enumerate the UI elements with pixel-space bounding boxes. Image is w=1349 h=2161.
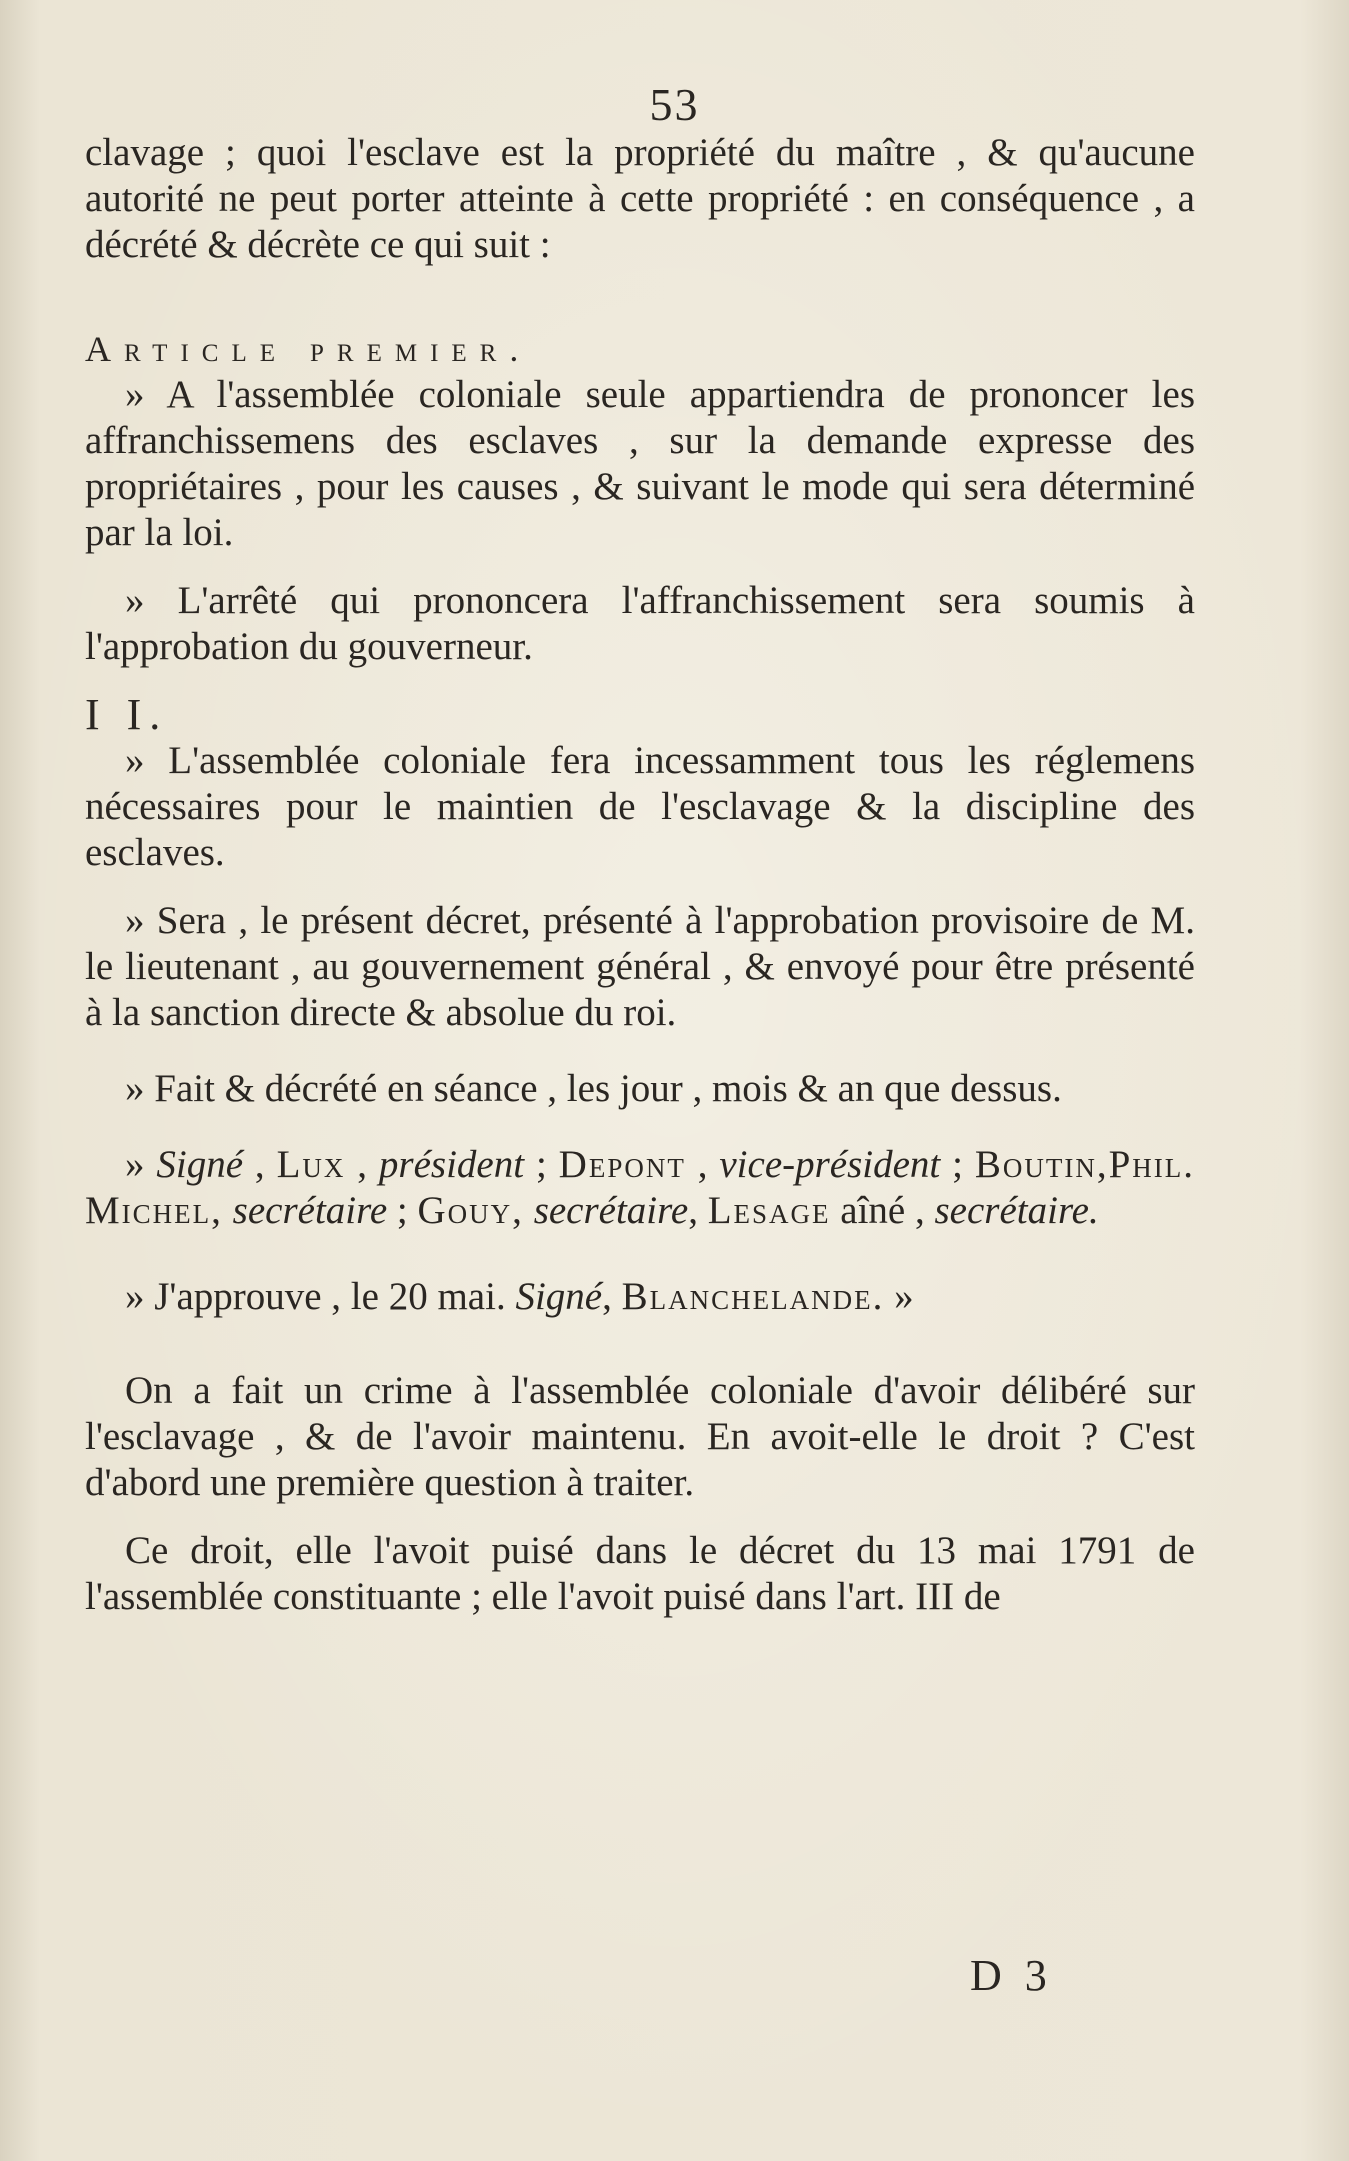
signatory-blanchelande: Blanchelande.: [621, 1275, 885, 1318]
article-2-numeral: I I.: [85, 690, 169, 739]
separator: ,: [345, 1143, 379, 1186]
body-text: [85, 130, 1195, 1642]
article-heading: Article premier.: [85, 329, 532, 369]
separator: ,: [685, 1143, 720, 1186]
signatory-lesage: Lesage: [707, 1189, 831, 1232]
signed-word: Signé: [156, 1143, 244, 1186]
separator: aîné ,: [830, 1189, 935, 1232]
signatures-paragraph: [85, 1142, 1195, 1234]
separator: ,: [602, 1275, 622, 1318]
signatory-lux: Lux: [276, 1143, 346, 1186]
separator: ,: [688, 1189, 708, 1232]
title-secretaire-2: secrétaire: [533, 1189, 689, 1232]
signatory-boutin-michel: Boutin,Phil. Michel,: [85, 1143, 1196, 1232]
article-2-paragraph-2: » Sera , le présent décret, présenté à l'approbation provisoire de M. le lieutenant , au gouvernement général , & envoyé pour être présenté à la sanction directe & absolue du roi.: [85, 899, 1195, 1034]
signature-mark: D 3: [970, 1951, 1053, 2000]
signatory-gouy: Gouy,: [417, 1189, 524, 1232]
article-1-paragraph-1: » A l'assemblée coloniale seule appartiendra de prononcer les affranchissemens des esclaves , sur la demande expresse des propriétaires , pour les causes , & suivant le mode qui sera déterminé par la loi.: [85, 373, 1195, 554]
separator: ;: [940, 1143, 975, 1186]
signatory-depont: Depont: [558, 1143, 686, 1186]
title-secretaire-1: secrétaire: [232, 1189, 388, 1232]
approval-text: » J'approuve , le 20 mai.: [125, 1275, 516, 1318]
title-vice-president: vice-président: [719, 1143, 941, 1186]
separator: ,: [243, 1143, 277, 1186]
separator: [524, 1189, 534, 1232]
quote-mark: »: [125, 1143, 157, 1186]
page-number: 53: [649, 79, 700, 130]
separator: [223, 1189, 233, 1232]
closing-paragraph-2: Ce droit, elle l'avoit puisé dans le décret du 13 mai 1791 de l'assemblée constituante ; elle l'avoit puisé dans l'art. III de: [85, 1529, 1195, 1618]
title-secretaire-3: secrétaire.: [934, 1189, 1099, 1232]
approval-line: [85, 1274, 1195, 1320]
opening-paragraph: clavage ; quoi l'esclave est la propriété du maître , & qu'aucune autorité ne peut porter atteinte à cette propriété : en conséquence , a décrété & décrète ce qui suit :: [85, 131, 1195, 266]
article-2-paragraph-1: » L'assemblée coloniale fera incessamment tous les réglemens nécessaires pour le maintien de l'esclavage & la discipline des esclaves.: [85, 739, 1195, 874]
article-2-paragraph-3: » Fait & décrété en séance , les jour , mois & an que dessus.: [125, 1067, 1062, 1110]
separator: ;: [524, 1143, 559, 1186]
quote-mark: »: [884, 1275, 914, 1318]
approval-signed-word: Signé: [515, 1275, 603, 1318]
article-1-paragraph-2: » L'arrêté qui prononcera l'affranchissement sera soumis à l'approbation du gouverneur.: [85, 579, 1195, 668]
closing-paragraph-1: On a fait un crime à l'assemblée coloniale d'avoir délibéré sur l'esclavage , & de l'avoir maintenu. En avoit-elle le droit ? C'est d'abord une première question à traiter.: [85, 1369, 1195, 1504]
title-president: président: [378, 1143, 525, 1186]
separator: ;: [387, 1189, 418, 1232]
